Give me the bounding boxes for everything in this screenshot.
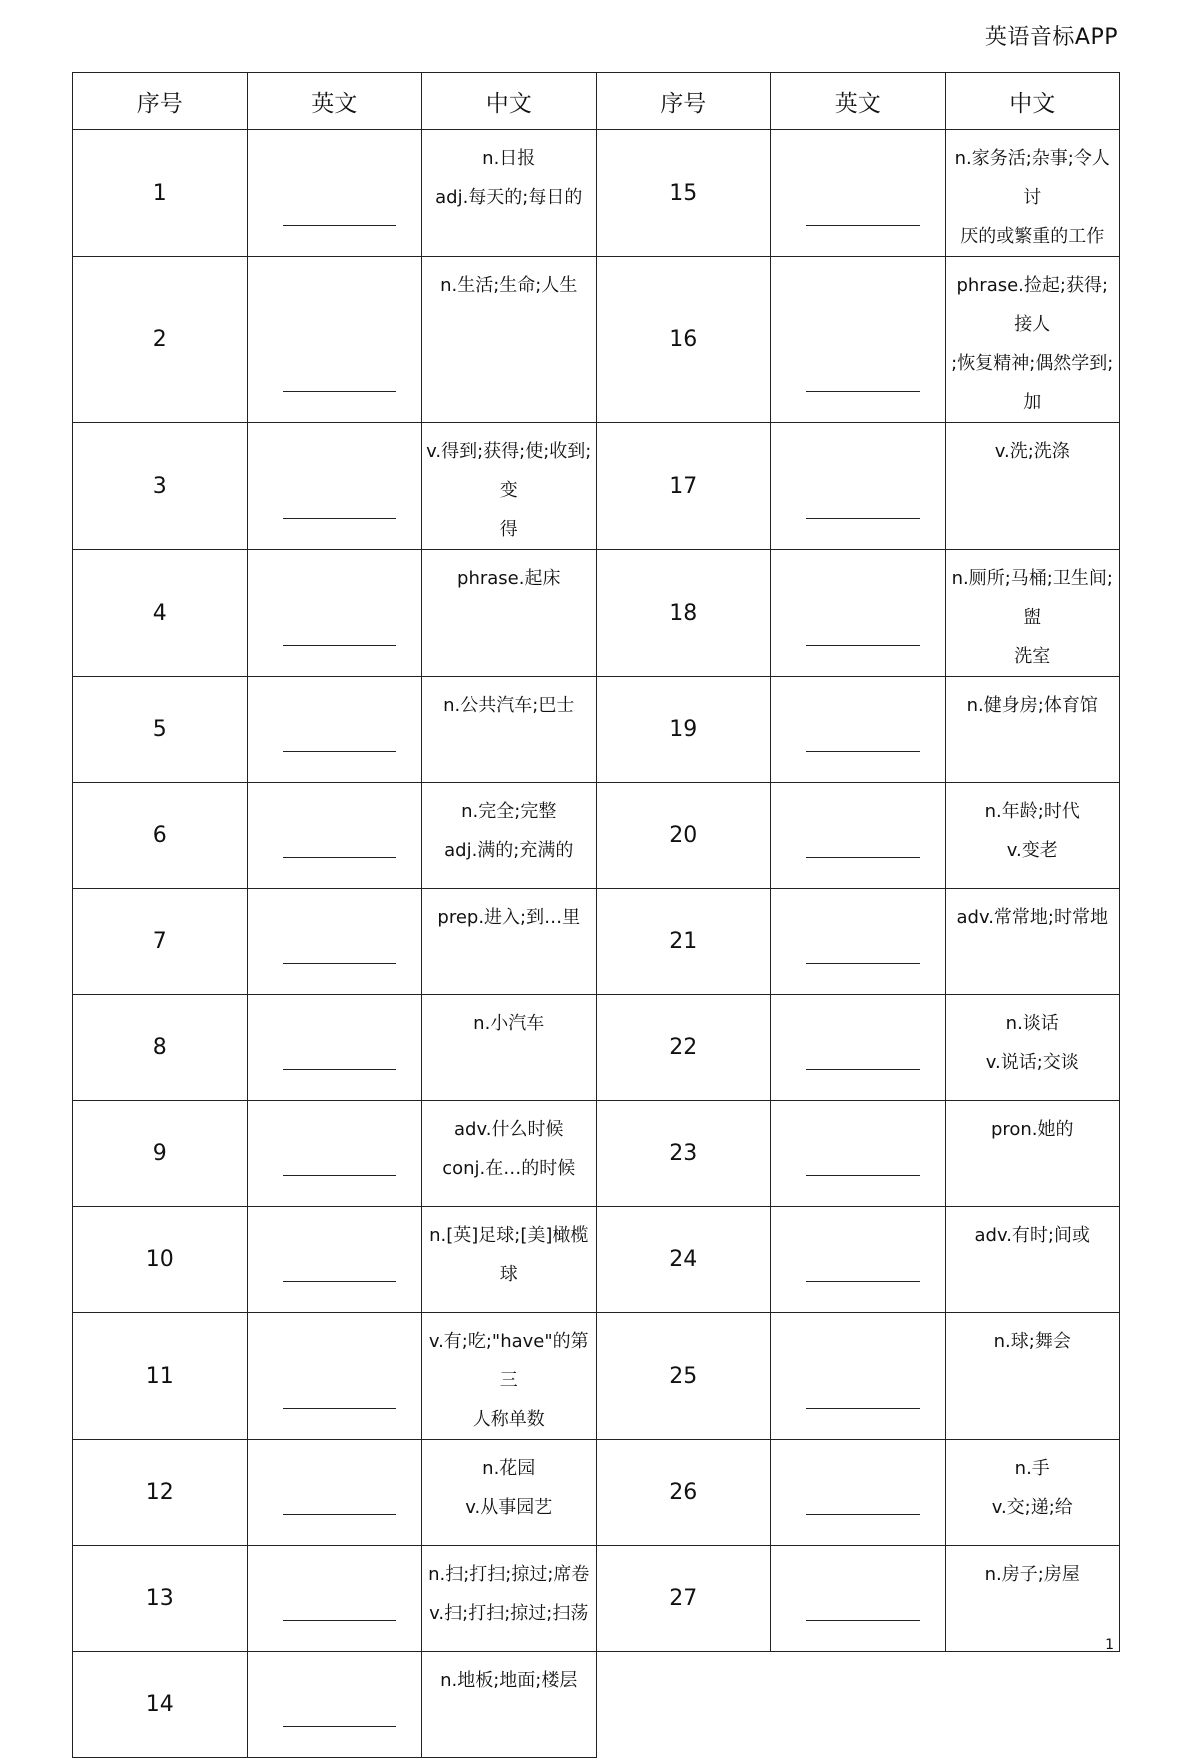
empty-cell — [596, 1652, 771, 1758]
table-row — [73, 889, 1120, 995]
meaning-line: n.日报 — [482, 148, 536, 169]
answer-blank-line[interactable] — [806, 751, 920, 752]
answer-blank-line[interactable] — [283, 1620, 397, 1621]
english-answer-cell[interactable] — [771, 1313, 946, 1440]
answer-blank-line[interactable] — [283, 391, 397, 392]
table-row — [73, 677, 1120, 783]
meaning-line: n.球;舞会 — [993, 1331, 1071, 1352]
english-answer-cell[interactable] — [247, 1546, 422, 1652]
meaning-line: n.房子;房屋 — [984, 1564, 1080, 1585]
answer-blank-line[interactable] — [806, 225, 920, 226]
entry-number: 25 — [596, 1313, 771, 1440]
entry-number: 3 — [73, 423, 248, 550]
english-answer-cell[interactable] — [247, 423, 422, 550]
chinese-meaning-cell — [422, 1207, 597, 1313]
table-row — [73, 1101, 1120, 1207]
meaning-line: n.[英]足球;[美]橄榄球 — [429, 1225, 589, 1285]
entry-number: 10 — [73, 1207, 248, 1313]
english-answer-cell[interactable] — [771, 783, 946, 889]
meaning-line: 得 — [499, 519, 518, 540]
meaning-line: conj.在…的时候 — [442, 1158, 576, 1179]
answer-blank-line[interactable] — [283, 518, 397, 519]
page-header-title: 英语音标APP — [984, 25, 1118, 50]
entry-number: 4 — [73, 550, 248, 677]
chinese-meaning-cell — [945, 677, 1120, 783]
meaning-line: phrase.起床 — [457, 568, 561, 589]
answer-blank-line[interactable] — [806, 645, 920, 646]
table-row — [73, 1440, 1120, 1546]
chinese-meaning-cell — [422, 1101, 597, 1207]
entry-number: 14 — [73, 1652, 248, 1758]
vocabulary-table — [72, 72, 1120, 1758]
meaning-line: ;恢复精神;偶然学到;加 — [951, 353, 1114, 413]
column-header-number: 序号 — [596, 73, 771, 130]
chinese-meaning-cell — [945, 1313, 1120, 1440]
entry-number: 7 — [73, 889, 248, 995]
chinese-meaning-cell — [945, 1207, 1120, 1313]
table-header-row — [73, 73, 1120, 130]
chinese-meaning-cell — [422, 1313, 597, 1440]
meaning-line: n.地板;地面;楼层 — [440, 1670, 578, 1691]
column-header-english: 英文 — [771, 73, 946, 130]
meaning-line: n.扫;打扫;掠过;席卷 — [428, 1564, 590, 1585]
chinese-meaning-cell — [945, 550, 1120, 677]
english-answer-cell[interactable] — [247, 1652, 422, 1758]
empty-cell — [771, 1652, 946, 1758]
english-answer-cell[interactable] — [771, 889, 946, 995]
table-row — [73, 1652, 1120, 1758]
answer-blank-line[interactable] — [283, 1281, 397, 1282]
meaning-line: v.得到;获得;使;收到;变 — [426, 441, 592, 501]
table-row — [73, 1546, 1120, 1652]
english-answer-cell[interactable] — [247, 995, 422, 1101]
answer-blank-line[interactable] — [283, 1726, 397, 1727]
english-answer-cell[interactable] — [247, 1101, 422, 1207]
chinese-meaning-cell — [422, 783, 597, 889]
answer-blank-line[interactable] — [283, 1069, 397, 1070]
meaning-line: n.手 — [1014, 1458, 1050, 1479]
table-row — [73, 1313, 1120, 1440]
entry-number: 1 — [73, 130, 248, 257]
meaning-line: 人称单数 — [472, 1409, 545, 1430]
english-answer-cell[interactable] — [247, 677, 422, 783]
table-row — [73, 550, 1120, 677]
answer-blank-line[interactable] — [806, 1281, 920, 1282]
meaning-line: n.小汽车 — [473, 1013, 545, 1034]
english-answer-cell[interactable] — [247, 257, 422, 423]
column-header-english: 英文 — [247, 73, 422, 130]
table-row — [73, 130, 1120, 257]
entry-number: 5 — [73, 677, 248, 783]
entry-number: 27 — [596, 1546, 771, 1652]
meaning-line: adv.什么时候 — [454, 1119, 564, 1140]
answer-blank-line[interactable] — [806, 518, 920, 519]
answer-blank-line[interactable] — [806, 857, 920, 858]
meaning-line: adj.满的;充满的 — [444, 840, 574, 861]
meaning-line: prep.进入;到…里 — [437, 907, 581, 928]
answer-blank-line[interactable] — [283, 1514, 397, 1515]
entry-number: 12 — [73, 1440, 248, 1546]
chinese-meaning-cell — [422, 130, 597, 257]
meaning-line: n.谈话 — [1005, 1013, 1059, 1034]
page-number: 1 — [1105, 1637, 1114, 1653]
answer-blank-line[interactable] — [283, 751, 397, 752]
meaning-line: adv.常常地;时常地 — [956, 907, 1108, 928]
meaning-line: n.生活;生命;人生 — [440, 275, 578, 296]
english-answer-cell[interactable] — [771, 1546, 946, 1652]
column-header-chinese: 中文 — [945, 73, 1120, 130]
english-answer-cell[interactable] — [247, 1313, 422, 1440]
empty-cell — [945, 1652, 1120, 1758]
entry-number: 22 — [596, 995, 771, 1101]
meaning-line: adv.有时;间或 — [974, 1225, 1090, 1246]
entry-number: 26 — [596, 1440, 771, 1546]
table-row — [73, 995, 1120, 1101]
chinese-meaning-cell — [422, 1546, 597, 1652]
answer-blank-line[interactable] — [806, 1175, 920, 1176]
entry-number: 23 — [596, 1101, 771, 1207]
meaning-line: v.说话;交谈 — [985, 1052, 1079, 1073]
meaning-line: v.洗;洗涤 — [994, 441, 1070, 462]
entry-number: 15 — [596, 130, 771, 257]
answer-blank-line[interactable] — [806, 1620, 920, 1621]
answer-blank-line[interactable] — [806, 391, 920, 392]
entry-number: 9 — [73, 1101, 248, 1207]
entry-number: 6 — [73, 783, 248, 889]
meaning-line: 洗室 — [1014, 646, 1051, 667]
english-answer-cell[interactable] — [771, 677, 946, 783]
chinese-meaning-cell — [422, 550, 597, 677]
entry-number: 17 — [596, 423, 771, 550]
table-row — [73, 1207, 1120, 1313]
answer-blank-line[interactable] — [806, 1069, 920, 1070]
column-header-number: 序号 — [73, 73, 248, 130]
chinese-meaning-cell — [945, 257, 1120, 423]
chinese-meaning-cell — [945, 423, 1120, 550]
answer-blank-line[interactable] — [283, 1175, 397, 1176]
english-answer-cell[interactable] — [771, 423, 946, 550]
english-answer-cell[interactable] — [771, 995, 946, 1101]
english-answer-cell[interactable] — [771, 130, 946, 257]
meaning-line: n.年龄;时代 — [984, 801, 1080, 822]
meaning-line: 厌的或繁重的工作 — [960, 226, 1105, 247]
answer-blank-line[interactable] — [283, 645, 397, 646]
meaning-line: pron.她的 — [990, 1119, 1074, 1140]
english-answer-cell[interactable] — [247, 783, 422, 889]
chinese-meaning-cell — [422, 1440, 597, 1546]
chinese-meaning-cell — [945, 783, 1120, 889]
table-row — [73, 783, 1120, 889]
english-answer-cell[interactable] — [771, 257, 946, 423]
table-row — [73, 257, 1120, 423]
chinese-meaning-cell — [945, 889, 1120, 995]
english-answer-cell[interactable] — [247, 130, 422, 257]
meaning-line: v.从事园艺 — [465, 1497, 553, 1518]
chinese-meaning-cell — [422, 995, 597, 1101]
chinese-meaning-cell — [945, 995, 1120, 1101]
meaning-line: n.公共汽车;巴士 — [443, 695, 575, 716]
english-answer-cell[interactable] — [771, 1101, 946, 1207]
entry-number: 19 — [596, 677, 771, 783]
entry-number: 13 — [73, 1546, 248, 1652]
answer-blank-line[interactable] — [283, 1408, 397, 1409]
meaning-line: phrase.捡起;获得;接人 — [956, 275, 1109, 335]
answer-blank-line[interactable] — [806, 1514, 920, 1515]
chinese-meaning-cell — [422, 1652, 597, 1758]
english-answer-cell[interactable] — [247, 889, 422, 995]
answer-blank-line[interactable] — [806, 963, 920, 964]
chinese-meaning-cell — [945, 130, 1120, 257]
meaning-line: v.扫;打扫;掠过;扫荡 — [429, 1603, 589, 1624]
chinese-meaning-cell — [945, 1440, 1120, 1546]
english-answer-cell[interactable] — [771, 1440, 946, 1546]
entry-number: 16 — [596, 257, 771, 423]
answer-blank-line[interactable] — [806, 1408, 920, 1409]
answer-blank-line[interactable] — [283, 963, 397, 964]
meaning-line: v.交;递;给 — [991, 1497, 1073, 1518]
entry-number: 20 — [596, 783, 771, 889]
meaning-line: n.健身房;体育馆 — [966, 695, 1098, 716]
meaning-line: n.厕所;马桶;卫生间;盥 — [951, 568, 1113, 628]
meaning-line: v.变老 — [1006, 840, 1058, 861]
meaning-line: n.完全;完整 — [461, 801, 557, 822]
answer-blank-line[interactable] — [283, 857, 397, 858]
chinese-meaning-cell — [945, 1101, 1120, 1207]
chinese-meaning-cell — [422, 423, 597, 550]
answer-blank-line[interactable] — [283, 225, 397, 226]
english-answer-cell[interactable] — [247, 1207, 422, 1313]
entry-number: 18 — [596, 550, 771, 677]
entry-number: 24 — [596, 1207, 771, 1313]
chinese-meaning-cell — [422, 257, 597, 423]
english-answer-cell[interactable] — [247, 550, 422, 677]
chinese-meaning-cell — [422, 677, 597, 783]
meaning-line: n.花园 — [482, 1458, 536, 1479]
chinese-meaning-cell — [945, 1546, 1120, 1652]
column-header-chinese: 中文 — [422, 73, 597, 130]
english-answer-cell[interactable] — [771, 550, 946, 677]
chinese-meaning-cell — [422, 889, 597, 995]
entry-number: 21 — [596, 889, 771, 995]
table-row — [73, 423, 1120, 550]
entry-number: 8 — [73, 995, 248, 1101]
table-body — [73, 130, 1120, 1758]
english-answer-cell[interactable] — [247, 1440, 422, 1546]
entry-number: 11 — [73, 1313, 248, 1440]
english-answer-cell[interactable] — [771, 1207, 946, 1313]
meaning-line: adj.每天的;每日的 — [435, 187, 583, 208]
entry-number: 2 — [73, 257, 248, 423]
meaning-line: v.有;吃;"have"的第三 — [428, 1331, 589, 1391]
meaning-line: n.家务活;杂事;令人讨 — [954, 148, 1110, 208]
